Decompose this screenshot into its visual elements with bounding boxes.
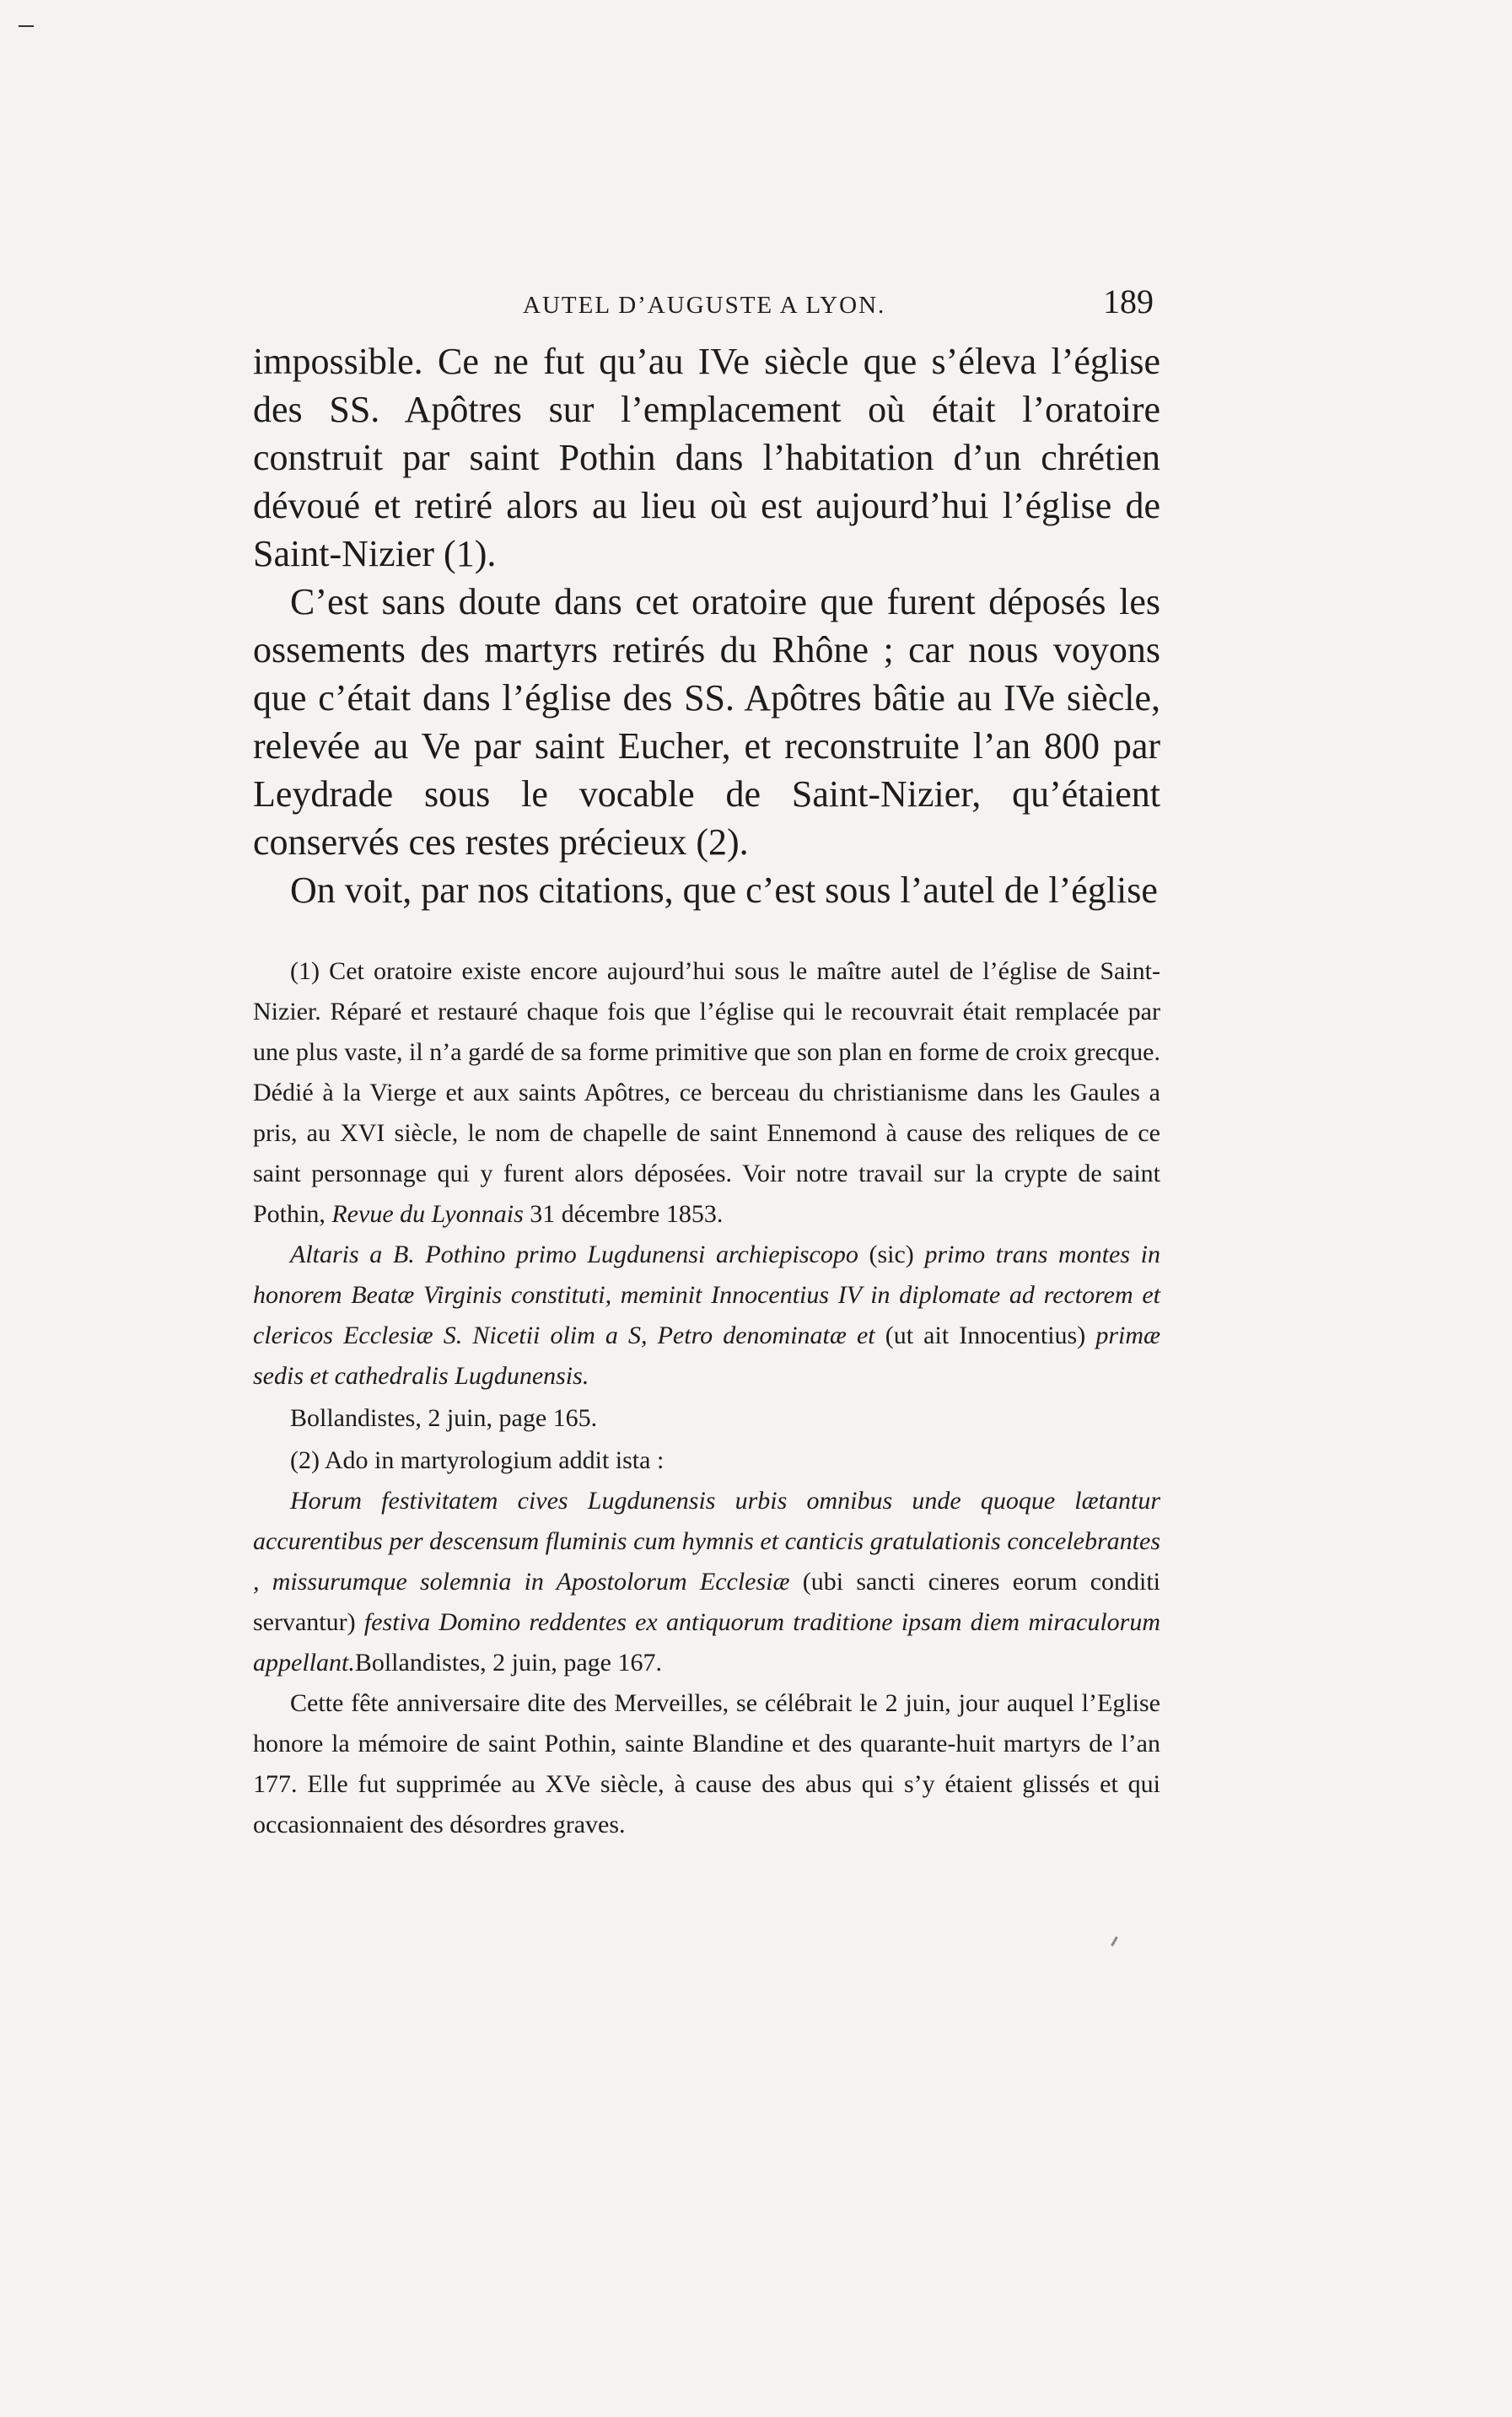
footnote-1-date: 31 décembre 1853.	[530, 1200, 724, 1228]
footnote-1-journal: Revue du Lyonnais	[331, 1200, 524, 1228]
paragraph-1: impossible. Ce ne fut qu’au IVe siècle que s’éleva l’église des SS. Apôtres sur l’emplacement où était l’oratoire construit par saint Pothin dans l’habitation d’un chrétien dévoué et retiré alors au lieu où est aujourd’hui l’église de Saint-Nizier (1).	[253, 341, 1160, 574]
footnotes	[253, 951, 1160, 1845]
page-header	[253, 282, 1160, 332]
footnote-1-sic: (sic)	[869, 1241, 914, 1268]
paragraph-3: On voit, par nos citations, que c’est sous l’autel de l’église	[290, 869, 1158, 911]
footnote-2-quote	[253, 1481, 1160, 1683]
footnote-2-quote-part-2: festiva Domino reddentes ex antiquorum traditione ipsam diem miraculorum appellant.	[253, 1608, 1160, 1677]
footnote-2-paragraph: Cette fête anniversaire dite des Merveilles, se célébrait le 2 juin, jour auquel l’Eglise honore la mémoire de saint Pothin, sainte Blandine et des quarante-huit martyrs de l’an 177. Elle fut supprimée au XVe siècle, à cause des abus qui s’y étaient glissés et qui occasionnaient des désordres graves.	[253, 1689, 1160, 1838]
stray-mark	[1111, 1936, 1118, 1946]
footnote-2-quote-part-1: Horum festivitatem cives Lugdunensis urbis omnibus unde quoque lætantur accurentibus per descensum fluminis cum hymnis et canticis gratulationis concelebrantes , missurumque solemnia in Apostolorum Ecclesiæ	[253, 1487, 1160, 1596]
footnote-1-quote-part-3: primæ sedis et cathedralis Lugdunensis.	[253, 1322, 1161, 1390]
footnote-1-quote	[253, 1235, 1160, 1397]
footnote-1-source: Bollandistes, 2 juin, page 165.	[290, 1404, 598, 1432]
page-corner-mark	[19, 25, 34, 27]
footnote-1	[253, 951, 1160, 1235]
footnote-1-text: (1) Cet oratoire existe encore aujourd’hui sous le maître autel de l’église de Saint-Nizier. Réparé et restauré chaque fois que l’église qui le recouvrait était remplacée par une plus vaste, il n’a gardé de sa forme primitive que son plan en forme de croix grecque. Dédié à la Vierge et aux saints Apôtres, ce berceau du christianisme dans les Gaules a pris, au XVI siècle, le nom de chapelle de saint Ennemond à cause des reliques de ce saint personnage qui y furent alors déposées. Voir notre travail sur la crypte de saint Pothin,	[253, 957, 1160, 1228]
footnote-1-quote-part-2: primo trans montes in honorem Beatæ Virginis constituti, meminit Innocentius IV in diplomate ad rectorem et clericos Ecclesiæ S. Nicetii olim a S, Petro denominatæ et	[253, 1241, 1161, 1349]
main-text	[253, 337, 1160, 914]
footnote-1-quote-part-1: Altaris a B. Pothino primo Lugdunensi archiepiscopo	[290, 1241, 858, 1268]
running-head: AUTEL D’AUGUSTE A LYON.	[523, 292, 886, 319]
paragraph-2: C’est sans doute dans cet oratoire que furent déposés les ossements des martyrs retirés du Rhône ; car nous voyons que c’était dans l’église des SS. Apôtres bâtie au IVe siècle, relevée au Ve par saint Eucher, et reconstruite l’an 800 par Leydrade sous le vocable de Saint-Nizier, qu’étaient conservés ces restes précieux (2).	[253, 581, 1160, 863]
page-number: 189	[1103, 283, 1154, 320]
footnote-2-source: Bollandistes, 2 juin, page 167.	[354, 1649, 662, 1677]
footnote-2-intro: (2) Ado in martyrologium addit ista :	[290, 1446, 665, 1474]
footnote-1-ut: (ut ait Innocentius)	[885, 1322, 1086, 1349]
footnote-2-parenthetical: (ubi sancti cineres eorum conditi servantur)	[253, 1568, 1161, 1636]
